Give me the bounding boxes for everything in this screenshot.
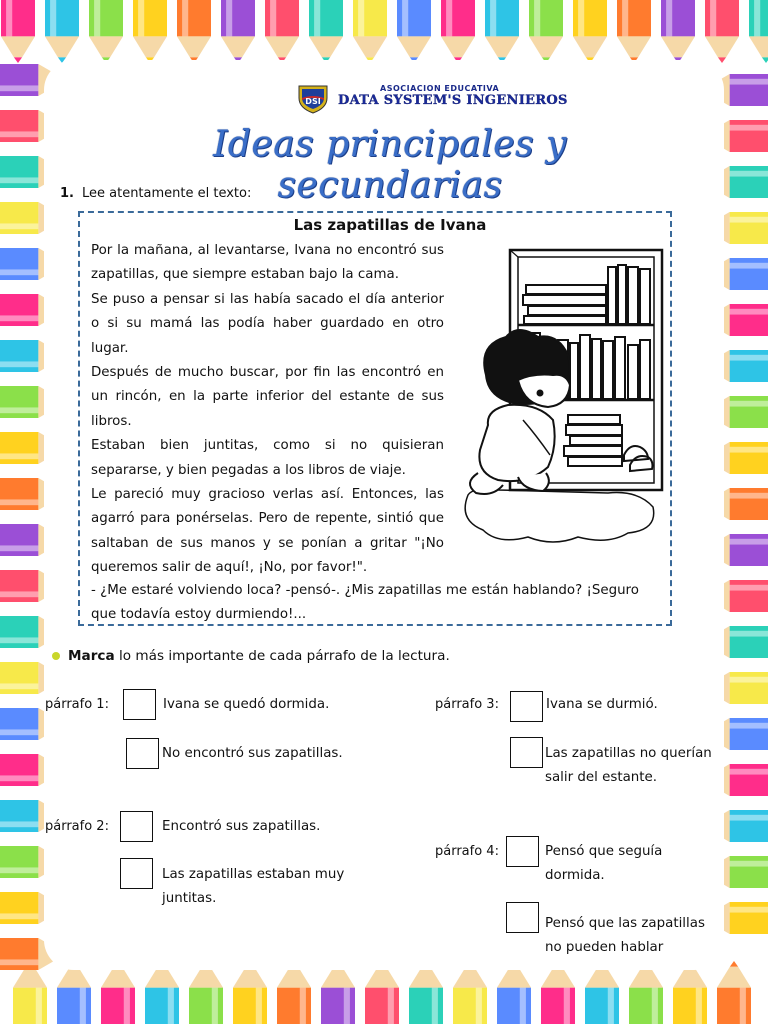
pencil-icon: [661, 0, 695, 63]
pencil-icon: [673, 961, 707, 1024]
pencil-icon: [13, 961, 47, 1024]
school-logo-icon: [296, 84, 330, 114]
pencil-icon: [133, 0, 167, 63]
paragraph-1-option-2-checkbox[interactable]: [126, 738, 159, 769]
pencil-icon: [365, 961, 399, 1024]
pencil-icon: [497, 961, 531, 1024]
pencil-icon: [45, 0, 79, 63]
paragraph-3-option-2-checkbox[interactable]: [510, 737, 543, 768]
pencil-icon: [485, 0, 519, 63]
paragraph-2-label: párrafo 2:: [45, 819, 109, 834]
reading-last-line: - ¿Me estaré volviendo loca? -pensó-. ¿Mis zapatillas me están hablando? ¡Seguro que todavía estoy durmiendo!...: [91, 583, 639, 623]
pencil-icon: [277, 961, 311, 1024]
pencil-icon: [541, 961, 575, 1024]
logo-text: DSI: [305, 97, 321, 106]
pencil-icon: [629, 961, 663, 1024]
page-title: Ideas principales y secundarias: [213, 124, 567, 206]
paragraph-2-option-2-text: Las zapatillas estaban muy juntitas.: [162, 867, 345, 906]
pencil-icon: [353, 0, 387, 63]
paragraph-1-option-1-text: Ivana se quedó dormida.: [163, 697, 330, 712]
pencil-icon: [585, 961, 619, 1024]
paragraph-4-option-1-checkbox[interactable]: [506, 836, 539, 867]
reading-paragraph: Le pareció muy gracioso verlas así. Entonces, las agarró para ponérselas. Pero de repente, sintió que saltaban de sus manos y se ponían a gritar "¡No queremos salir de aquí!, ¡No, por favor!".: [91, 487, 444, 576]
child-bookshelf-illustration: [458, 245, 668, 545]
pencil-icon: [57, 961, 91, 1024]
pencil-icon: [233, 961, 267, 1024]
paragraph-3-label: párrafo 3:: [435, 697, 499, 712]
pencil-icon: [529, 0, 563, 63]
instruction-number: 1.: [60, 186, 74, 201]
task-instruction: [52, 648, 450, 664]
pencil-icon: [321, 961, 355, 1024]
pencil-icon: [189, 961, 223, 1024]
bullet-icon: [52, 652, 60, 660]
reading-paragraph: Estaban bien juntitas, como si no quisieran separarse, y bien pegadas a los libros de viaje.: [91, 438, 444, 478]
paragraph-4-option-2-checkbox[interactable]: [506, 902, 539, 933]
instruction: [60, 186, 251, 201]
paragraph-4-option-1-text: Pensó que seguía dormida.: [545, 844, 663, 883]
task-bold: Marca: [68, 648, 115, 664]
instruction-text: Lee atentamente el texto:: [81, 186, 252, 201]
paragraph-2-option-2-checkbox[interactable]: [120, 858, 153, 889]
task-text: lo más importante de cada párrafo de la lectura.: [114, 648, 450, 664]
paragraph-4-option-2-text: Pensó que las zapatillas no pueden hablar: [545, 916, 705, 955]
pencil-icon: [89, 0, 123, 63]
paragraph-1-option-2-text: No encontró sus zapatillas.: [162, 746, 343, 761]
pencil-icon: [1, 0, 35, 63]
pencil-icon: [573, 0, 607, 63]
paragraph-3-option-2-text: Las zapatillas no querían salir del estante.: [545, 746, 712, 785]
paragraph-1-option-1-checkbox[interactable]: [123, 689, 156, 720]
pencil-icon: [617, 0, 651, 63]
pencil-icon: [705, 0, 739, 63]
pencil-icon: [221, 0, 255, 63]
pencil-icon: [145, 961, 179, 1024]
paragraph-1-label: párrafo 1:: [45, 697, 109, 712]
paragraph-4-label: párrafo 4:: [435, 844, 499, 859]
reading-paragraph: Después de mucho buscar, por fin las encontró en un rincón, en la parte inferior del estante de sus libros.: [91, 365, 444, 429]
pencil-icon: [265, 0, 299, 63]
pencil-icon: [441, 0, 475, 63]
reading-paragraph: Por la mañana, al levantarse, Ivana no encontró sus zapatillas, que siempre estaban bajo la cama.: [91, 243, 444, 283]
pencil-icon: [409, 961, 443, 1024]
org-name: DATA SYSTEM'S INGENIEROS: [338, 93, 568, 108]
reading-title: Las zapatillas de Ivana: [293, 216, 487, 234]
pencil-icon: [749, 0, 768, 63]
pencil-icon: [309, 0, 343, 63]
org-subtitle: ASOCIACION EDUCATIVA: [380, 84, 500, 93]
pencil-icon: [397, 0, 431, 63]
reading-paragraph: Se puso a pensar si las había sacado el día anterior o si su mamá las podía haber guardado en otro lugar.: [91, 291, 444, 356]
paragraph-2-option-1-text: Encontró sus zapatillas.: [162, 819, 321, 834]
paragraph-3-option-1-text: Ivana se durmió.: [546, 697, 658, 712]
paragraph-2-option-1-checkbox[interactable]: [120, 811, 153, 842]
reading-text: [91, 239, 444, 581]
pencil-icon: [717, 961, 751, 1024]
paragraph-3-option-1-checkbox[interactable]: [510, 691, 543, 722]
pencil-icon: [453, 961, 487, 1024]
pencil-icon: [101, 961, 135, 1024]
pencil-icon: [177, 0, 211, 63]
